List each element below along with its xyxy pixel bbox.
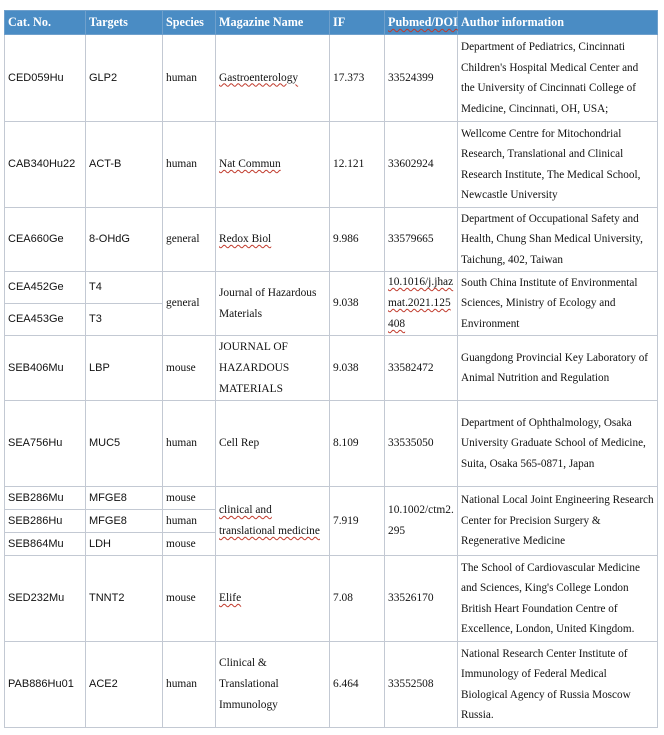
pubmed-cell: 33552508 (385, 642, 458, 728)
target-cell: GLP2 (86, 35, 163, 122)
table-row (5, 122, 658, 208)
header-author: Author information (458, 11, 658, 35)
target-cell: LBP (86, 336, 163, 401)
pubmed-cell: 10.1002/ctm2.295 (385, 487, 458, 556)
if-cell: 17.373 (330, 35, 385, 122)
author-cell: The School of Cardiovascular Medicine and Sciences, King's College London British Heart Foundation Centre of Excellence, London, United Kingdom. (458, 556, 658, 642)
target-cell: T3 (86, 304, 163, 336)
author-cell: South China Institute of Environmental Sciences, Ministry of Ecology and Environment (458, 272, 658, 336)
cat-no-cell: SEB864Mu (5, 533, 86, 556)
cat-no-cell: PAB886Hu01 (5, 642, 86, 728)
target-cell: ACE2 (86, 642, 163, 728)
publications-table (4, 10, 658, 728)
species-cell: mouse (163, 533, 216, 556)
cat-no-cell: SED232Mu (5, 556, 86, 642)
magazine-cell: clinical and translational medicine (216, 487, 330, 556)
species-cell: human (163, 401, 216, 487)
cat-no-cell: SEB406Mu (5, 336, 86, 401)
species-cell: mouse (163, 336, 216, 401)
cat-no-cell: SEB286Mu (5, 487, 86, 510)
table-row (5, 556, 658, 642)
cat-no-cell: SEB286Hu (5, 510, 86, 533)
species-cell: mouse (163, 487, 216, 510)
table-row (5, 272, 658, 304)
if-cell: 7.08 (330, 556, 385, 642)
if-cell: 9.038 (330, 272, 385, 336)
pubmed-cell: 10.1016/j.jhazmat.2021.125408 (385, 272, 458, 336)
pubmed-cell: 33524399 (385, 35, 458, 122)
author-cell: Department of Occupational Safety and Health, Chung Shan Medical University, Taichung, 402, Taiwan (458, 208, 658, 272)
table-header (5, 11, 658, 35)
target-cell: LDH (86, 533, 163, 556)
pubmed-cell: 33602924 (385, 122, 458, 208)
species-cell: mouse (163, 556, 216, 642)
header-magazine: Magazine Name (216, 11, 330, 35)
header-cat-no: Cat. No. (5, 11, 86, 35)
table-row (5, 487, 658, 510)
header-pubmed: Pubmed/DOI (385, 11, 458, 35)
author-cell: Wellcome Centre for Mitochondrial Research, Translational and Clinical Research Institute, The Medical School, Newcastle University (458, 122, 658, 208)
target-cell: TNNT2 (86, 556, 163, 642)
magazine-cell: Journal of Hazardous Materials (216, 272, 330, 336)
author-cell: National Local Joint Engineering Research Center for Precision Surgery & Regenerative Medicine (458, 487, 658, 556)
cat-no-cell: CEA660Ge (5, 208, 86, 272)
magazine-cell: Gastroenterology (216, 35, 330, 122)
table-row (5, 208, 658, 272)
author-cell: National Research Center Institute of Immunology of Federal Medical Biological Agency of Russia Moscow Russia. (458, 642, 658, 728)
species-cell: human (163, 35, 216, 122)
target-cell: 8-OHdG (86, 208, 163, 272)
if-cell: 9.038 (330, 336, 385, 401)
target-cell: T4 (86, 272, 163, 304)
cat-no-cell: CEA453Ge (5, 304, 86, 336)
table-row (5, 401, 658, 487)
table-row (5, 642, 658, 728)
header-species: Species (163, 11, 216, 35)
target-cell: ACT-B (86, 122, 163, 208)
cat-no-cell: CEA452Ge (5, 272, 86, 304)
cat-no-cell: CED059Hu (5, 35, 86, 122)
species-cell: human (163, 642, 216, 728)
magazine-cell: Elife (216, 556, 330, 642)
target-cell: MFGE8 (86, 487, 163, 510)
pubmed-cell: 33535050 (385, 401, 458, 487)
magazine-cell: Clinical & Translational Immunology (216, 642, 330, 728)
target-cell: MUC5 (86, 401, 163, 487)
pubmed-cell: 33582472 (385, 336, 458, 401)
if-cell: 7.919 (330, 487, 385, 556)
author-cell: Department of Pediatrics, Cincinnati Children's Hospital Medical Center and the University of Cincinnati College of Medicine, Cincinnati, OH, USA; (458, 35, 658, 122)
if-cell: 8.109 (330, 401, 385, 487)
magazine-cell: Nat Commun (216, 122, 330, 208)
author-cell: Guangdong Provincial Key Laboratory of Animal Nutrition and Regulation (458, 336, 658, 401)
magazine-cell: Cell Rep (216, 401, 330, 487)
species-cell: general (163, 208, 216, 272)
pubmed-cell: 33526170 (385, 556, 458, 642)
species-cell: human (163, 510, 216, 533)
if-cell: 9.986 (330, 208, 385, 272)
cat-no-cell: CAB340Hu22 (5, 122, 86, 208)
magazine-cell: Redox Biol (216, 208, 330, 272)
magazine-cell: JOURNAL OF HAZARDOUS MATERIALS (216, 336, 330, 401)
header-if: IF (330, 11, 385, 35)
cat-no-cell: SEA756Hu (5, 401, 86, 487)
pubmed-cell: 33579665 (385, 208, 458, 272)
table-row (5, 336, 658, 401)
if-cell: 12.121 (330, 122, 385, 208)
author-cell: Department of Ophthalmology, Osaka University Graduate School of Medicine, Suita, Osaka 565-0871, Japan (458, 401, 658, 487)
table-row (5, 35, 658, 122)
species-cell: human (163, 122, 216, 208)
species-cell: general (163, 272, 216, 336)
if-cell: 6.464 (330, 642, 385, 728)
header-targets: Targets (86, 11, 163, 35)
target-cell: MFGE8 (86, 510, 163, 533)
